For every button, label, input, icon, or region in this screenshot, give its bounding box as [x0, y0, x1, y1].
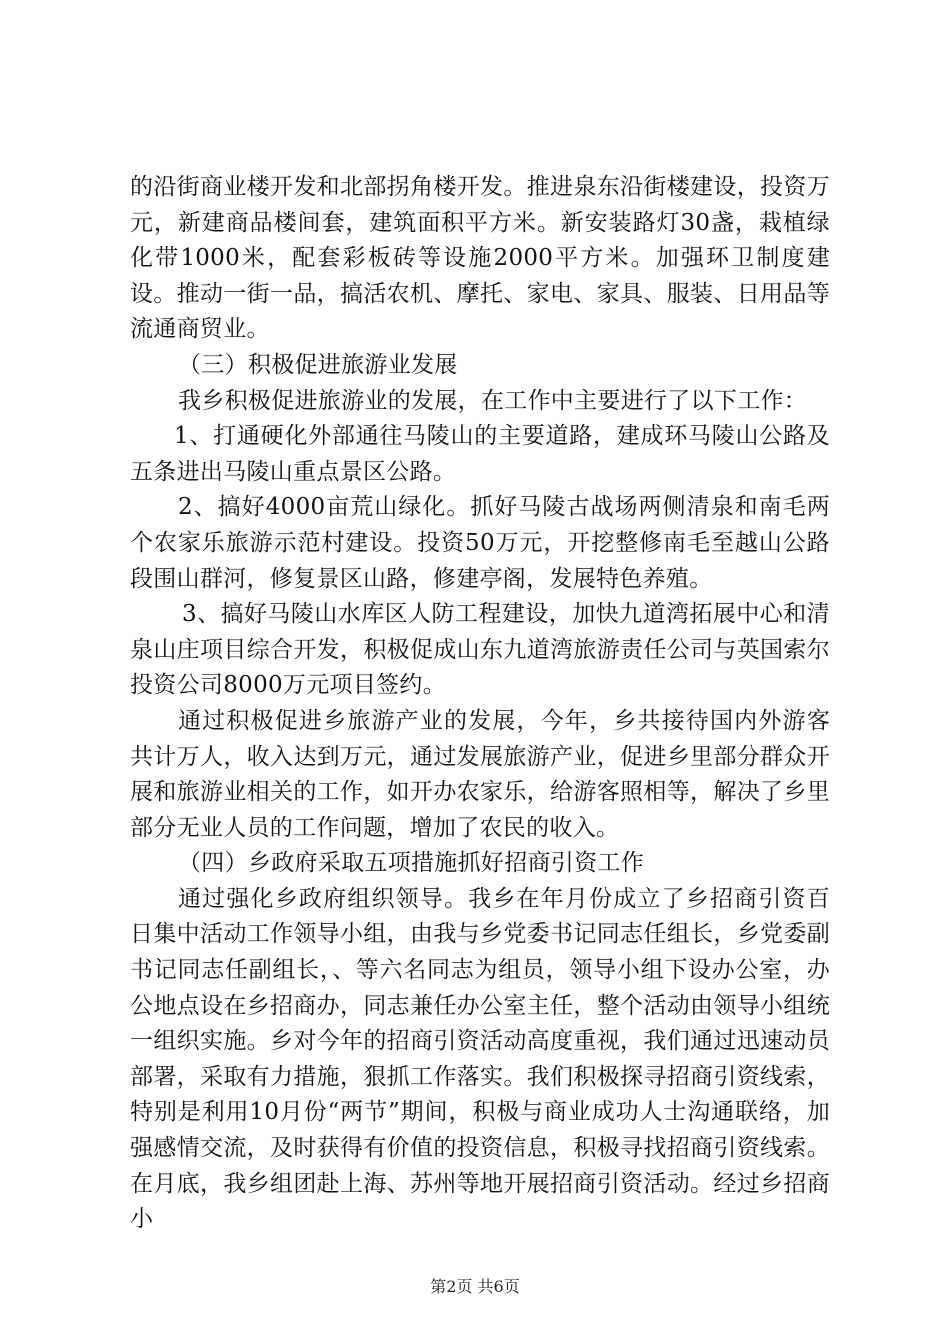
section-heading-investment: （四）乡政府采取五项措施抓好招商引资工作 [178, 850, 644, 877]
paragraph-tourism-intro: 我乡积极促进旅游业的发展，在工作中主要进行了以下工作： [178, 387, 808, 414]
paragraph-tourism-result: 通过积极促进乡旅游产业的发展，今年，乡共接待国内外游客共计万人，收入达到万元，通过发展旅游产业，促进乡里部分群众开展和旅游业相关的工作，如开办农家乐，给游客照相等，解决了乡里部分无业人员的工作问题，增加了农民的收入。 [130, 707, 830, 841]
page-number-footer: 第2页 共6页 [430, 1277, 520, 1296]
paragraph-continuation: 的沿街商业楼开发和北部拐角楼开发。推进泉东沿街楼建设，投资万元，新建商品楼间套，建筑面积平方米。新安装路灯30盏，栽植绿化带1000米，配套彩板砖等设施2000平方米。加强环卫制度建设。推动一街一品，搞活农机、摩托、家电、家具、服装、日用品等流通商贸业。 [130, 174, 830, 343]
document-body [130, 170, 830, 1238]
paragraph-investment: 通过强化乡政府组织领导。我乡在年月份成立了乡招商引资百日集中活动工作领导小组，由我与乡党委书记同志任组长，乡党委副书记同志任副组长，、等六名同志为组员，领导小组下设办公室，办公地点设在乡招商办，同志兼任办公室主任，整个活动由领导小组统一组织实施。乡对今年的招商引资活动高度重视，我们通过迅速动员部署，采取有力措施，狠抓工作落实。我们积极探寻招商引资线索，特别是利用10月份“两节”期间，积极与商业成功人士沟通联络，加强感情交流，及时获得有价值的投资信息，积极寻找招商引资线索。在月底，我乡组团赴上海、苏州等地开展招商引资活动。经过乡招商小 [130, 885, 830, 1233]
list-item-3: 3、搞好马陵山水库区人防工程建设，加快九道湾拓展中心和清泉山庄项目综合开发，积极促成山东九道湾旅游责任公司与英国索尔投资公司8000万元项目签约。 [130, 601, 830, 699]
section-heading-tourism: （三）积极促进旅游业发展 [178, 351, 458, 378]
list-item-2: 2、搞好4000亩荒山绿化。抓好马陵古战场两侧清泉和南毛两个农家乐旅游示范村建设。投资50万元，开挖整修南毛至越山公路段围山群河，修复景区山路，修建亭阁，发展特色养殖。 [130, 494, 830, 592]
list-item-1: 1、打通硬化外部通往马陵山的主要道路，建成环马陵山公路及五条进出马陵山重点景区公路。 [130, 423, 830, 485]
